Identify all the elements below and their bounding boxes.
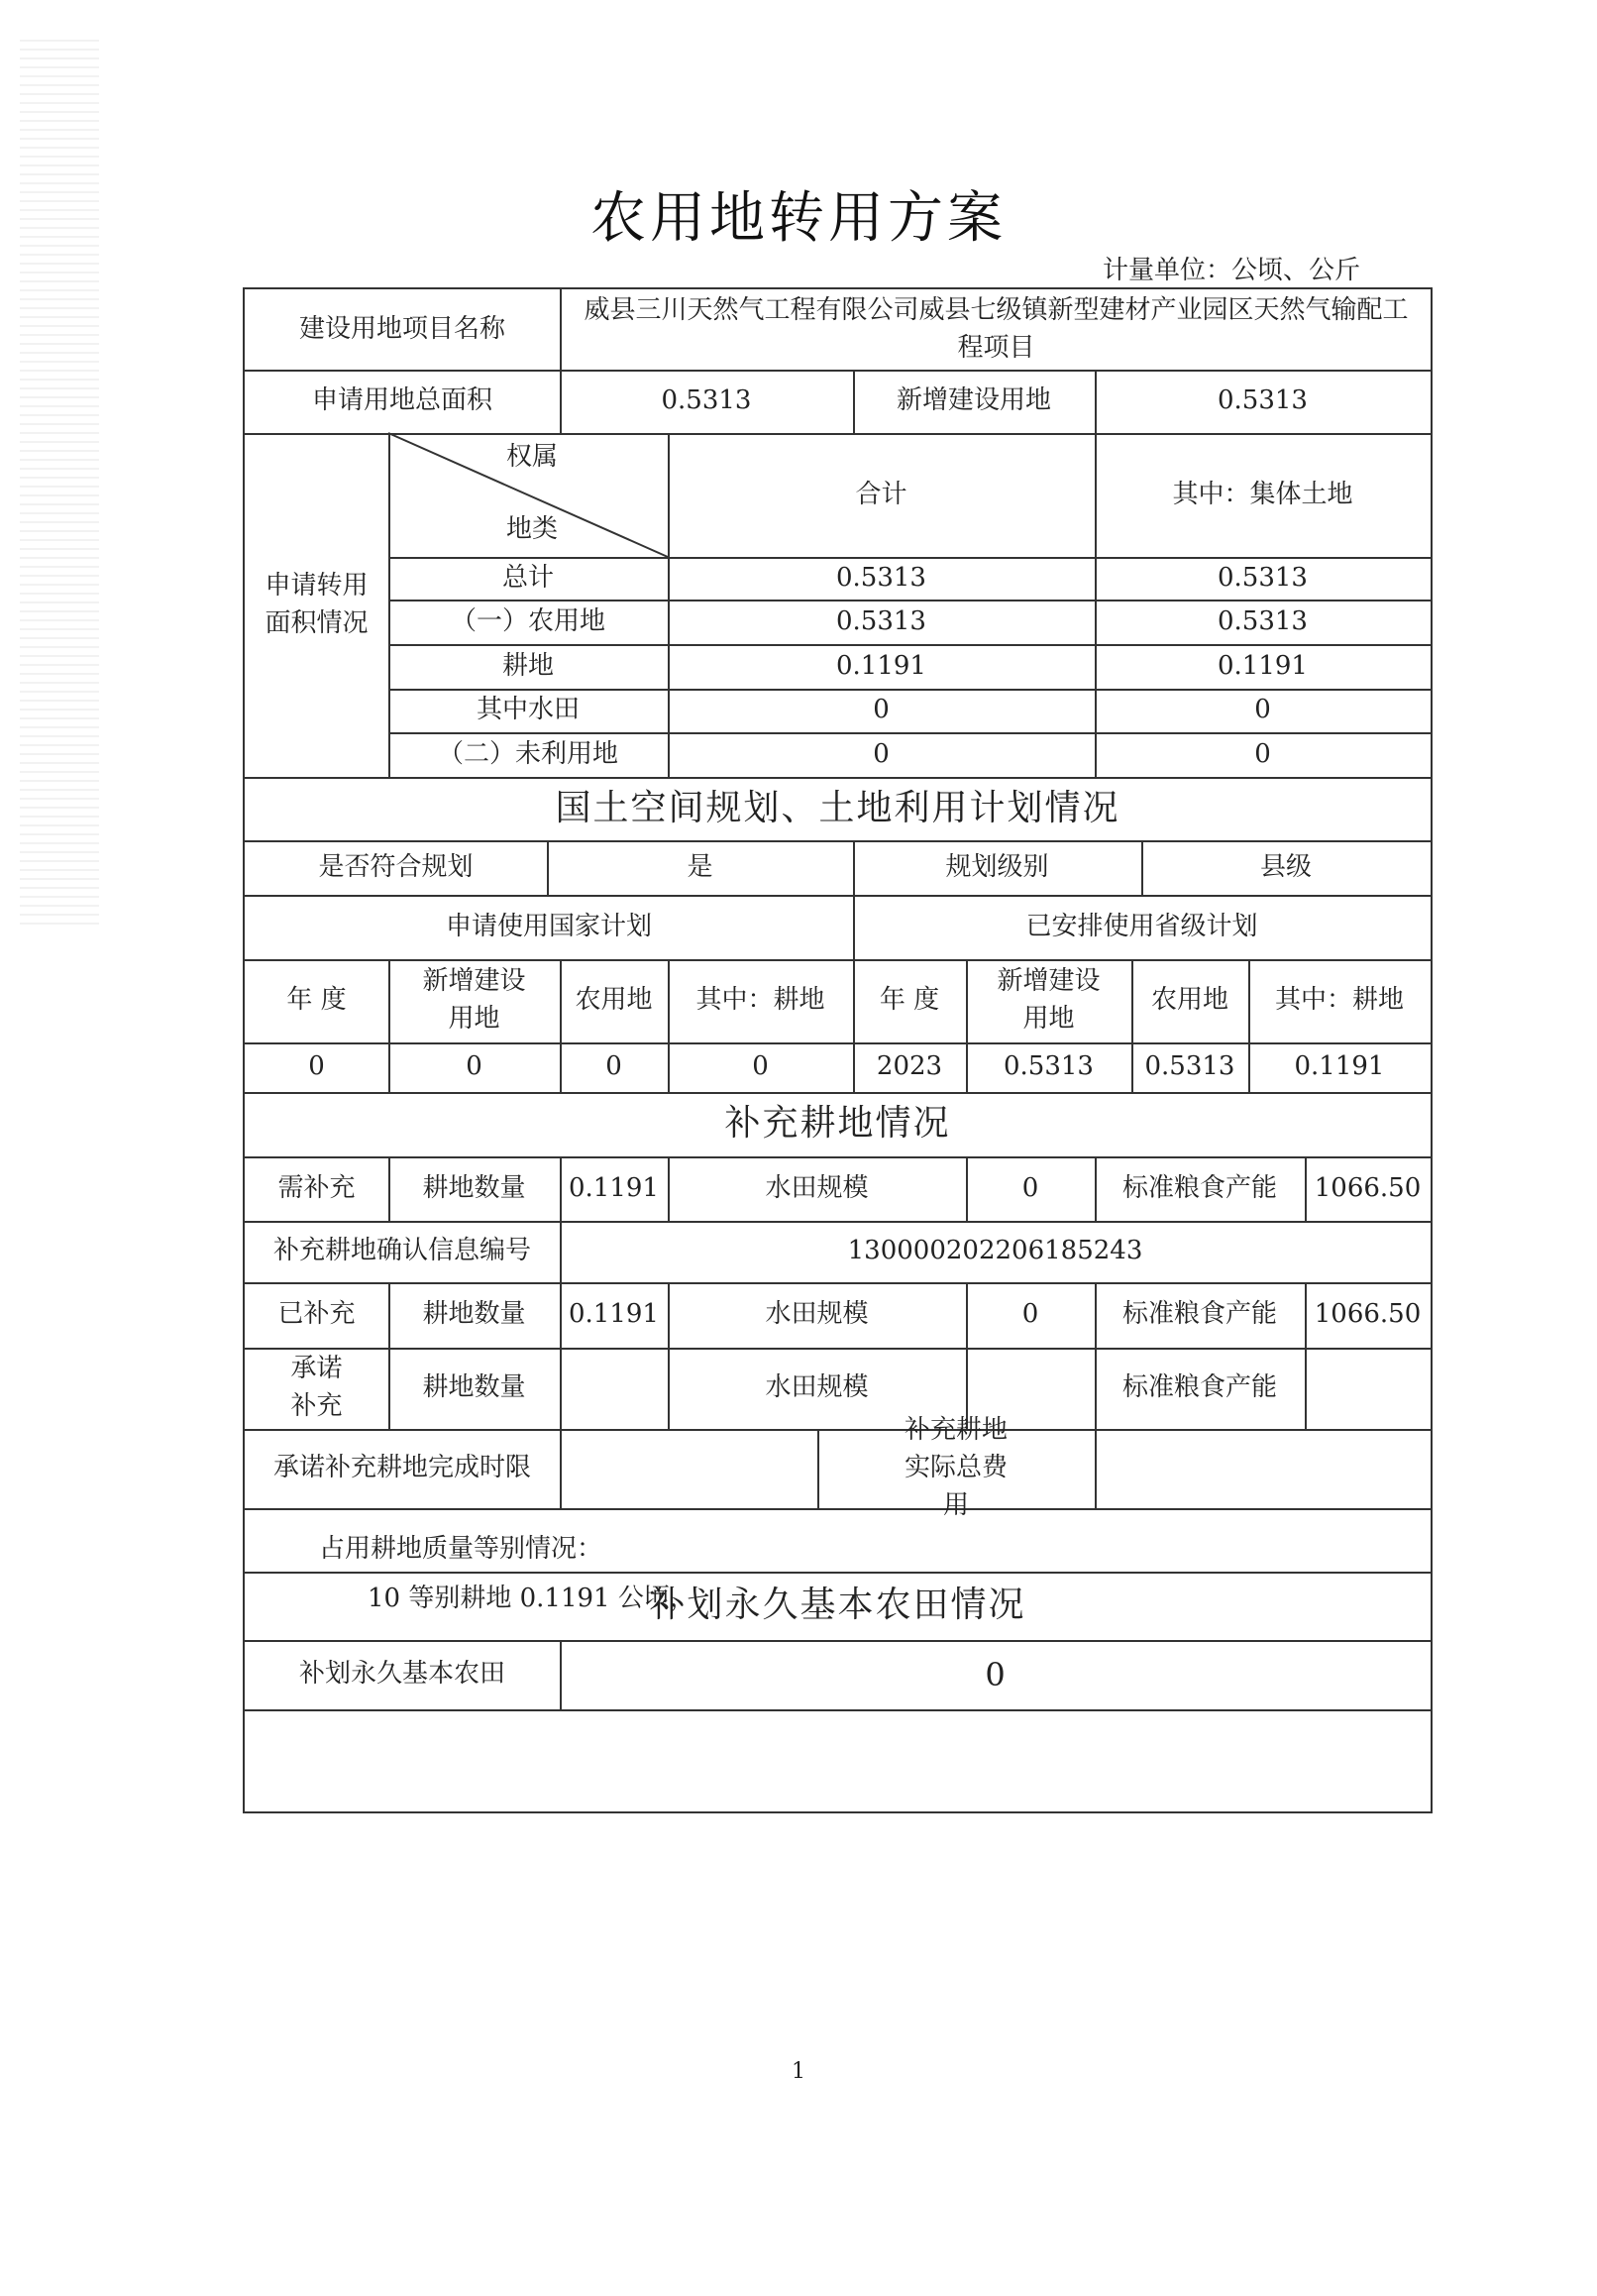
confirm-number-label: 补充耕地确认信息编号 [272,1236,531,1266]
plan-header-year-provincial: 年 度 [879,985,940,1016]
done-qty-label: 耕地数量 [422,1299,526,1330]
quality-grade-title: 占用耕地质量等别情况： [319,1534,603,1564]
compliant-label: 是否符合规划 [318,851,474,882]
done-qty-value: 0.1191 [569,1299,659,1330]
landtype-header: 地类 [505,514,558,545]
row-cultivated-collective: 0.1191 [1218,650,1308,681]
need-paddy-value: 0 [1021,1172,1039,1203]
row-cultivated-total: 0.1191 [836,650,926,681]
total-area-label: 申请用地总面积 [311,385,492,416]
done-grain-label: 标准粮食产能 [1121,1299,1277,1330]
conversion-form-table [243,287,1433,1813]
unit-note: 计量单位：公顷、公斤 [1103,256,1361,285]
col-collective-header: 其中：集体土地 [1172,479,1353,509]
promise-qty-label: 耕地数量 [422,1372,526,1403]
page-number: 1 [792,2059,805,2084]
row-agricultural-total: 0.5313 [836,605,926,636]
plan-header-cultivated: 其中：耕地 [695,985,825,1016]
plan-header-cultivated-provincial: 其中：耕地 [1274,985,1404,1016]
need-grain-label: 标准粮食产能 [1121,1172,1277,1203]
total-area-value: 0.5313 [661,385,752,416]
row-unused-collective: 0 [1254,738,1271,769]
ownership-header: 权属 [505,442,558,473]
deadline-value [560,1429,817,1508]
plan-header-new-construction-provincial: 新增建设用地 [997,966,1101,1034]
project-name-label: 建设用地项目名称 [298,313,505,344]
row-agricultural-collective: 0.5313 [1218,605,1308,636]
plan-value-new-construction-provincial: 0.5313 [1004,1051,1094,1082]
total-cost-value [1095,1429,1431,1508]
plan-value-agricultural: 0 [605,1051,622,1082]
farmland-value: 0 [985,1655,1006,1694]
need-qty-label: 耕地数量 [422,1172,526,1203]
row-label-unused: （二）未利用地 [437,738,618,769]
plan-level-value: 县级 [1259,851,1312,882]
plan-value-year-provincial: 2023 [876,1051,943,1082]
promise-grain-label: 标准粮食产能 [1121,1372,1277,1403]
row-label-cultivated: 耕地 [501,650,554,681]
conversion-side-label: 申请转用面积情况 [265,570,369,638]
provincial-plan-header: 已安排使用省级计划 [1025,911,1258,941]
need-grain-value: 1066.50 [1314,1172,1422,1203]
total-cost-label: 补充耕地实际总费用 [904,1415,1008,1520]
done-paddy-value: 0 [1021,1299,1039,1330]
quality-grade-detail: 10 等别耕地 0.1191 公顷， [368,1584,695,1613]
need-paddy-label: 水田规模 [765,1172,869,1203]
promise-grain-value [1305,1348,1431,1429]
blank-bottom-row [245,1709,1431,1811]
page-title: 农用地转用方案 [590,186,1007,251]
plan-value-cultivated: 0 [752,1051,769,1082]
promise-paddy-label: 水田规模 [765,1372,869,1403]
plan-header-agricultural: 农用地 [575,985,653,1016]
need-supplement-label: 需补充 [277,1172,356,1203]
row-label-total: 总计 [501,562,554,593]
new-construction-label: 新增建设用地 [896,385,1051,416]
promise-supplement-label: 承诺补充 [290,1354,343,1421]
planning-section-title: 国土空间规划、土地利用计划情况 [555,787,1120,828]
plan-value-new-construction: 0 [466,1051,482,1082]
plan-value-cultivated-provincial: 0.1191 [1294,1051,1385,1082]
col-total-header: 合计 [855,479,907,509]
row-label-agricultural: （一）农用地 [450,605,605,636]
row-paddy-collective: 0 [1254,695,1271,725]
supplement-section-title: 补充耕地情况 [724,1103,951,1145]
farmland-label: 补划永久基本农田 [298,1659,505,1690]
promise-qty-value [560,1348,668,1429]
need-qty-value: 0.1191 [569,1172,659,1203]
plan-value-year: 0 [308,1051,325,1082]
plan-header-agricultural-provincial: 农用地 [1150,985,1228,1016]
row-unused-total: 0 [873,738,890,769]
scan-edge-mark [20,40,99,931]
project-name-value: 威县三川天然气工程有限公司威县七级镇新型建材产业园区天然气输配工程项目 [584,294,1409,363]
row-paddy-total: 0 [873,695,890,725]
deadline-label: 承诺补充耕地完成时限 [272,1453,531,1483]
new-construction-value: 0.5313 [1218,385,1308,416]
farmland-section-title: 补划永久基本农田情况 [649,1585,1026,1626]
done-grain-value: 1066.50 [1314,1299,1422,1330]
row-total-total: 0.5313 [836,562,926,593]
done-supplement-label: 已补充 [277,1299,356,1330]
plan-value-agricultural-provincial: 0.5313 [1144,1051,1235,1082]
row-label-paddy: 其中水田 [476,695,580,725]
national-plan-header: 申请使用国家计划 [445,911,652,941]
confirm-number-value: 130000202206185243 [847,1236,1143,1266]
done-paddy-label: 水田规模 [765,1299,869,1330]
compliant-value: 是 [687,851,713,882]
row-total-collective: 0.5313 [1218,562,1308,593]
plan-header-year: 年 度 [286,985,347,1016]
plan-level-label: 规划级别 [945,851,1049,882]
plan-header-new-construction: 新增建设用地 [422,966,526,1034]
